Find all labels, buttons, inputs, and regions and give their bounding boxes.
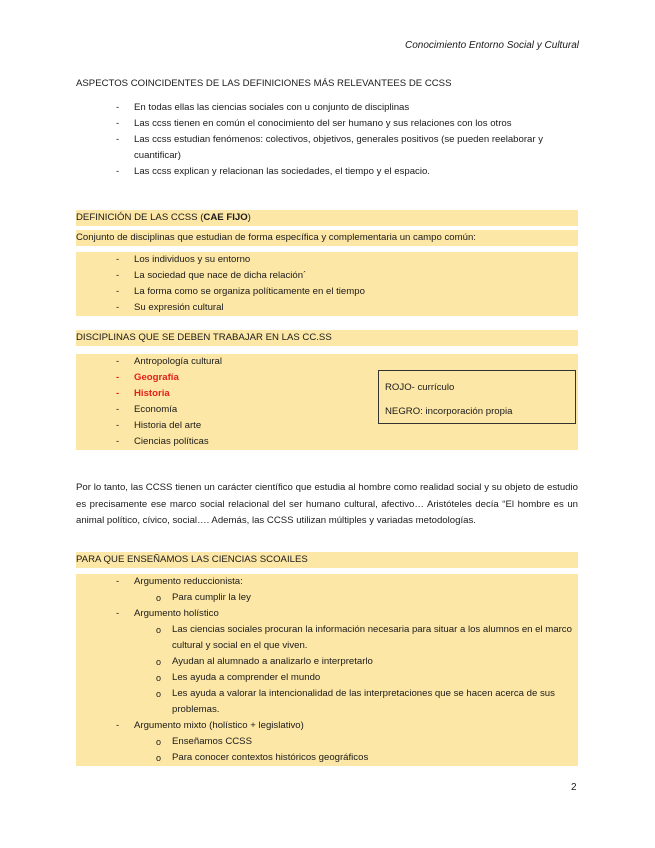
title-suffix: ) bbox=[247, 212, 251, 223]
sub-item: o Para conocer contextos históricos geográficos bbox=[76, 750, 578, 766]
list-item: - Su expresión cultural bbox=[76, 300, 578, 316]
arguments-list bbox=[76, 574, 578, 590]
list-item: - Las ccss estudian fenómenos: colectivos, objetivos, generales positivos (se pueden reelaborar y cuantificar) bbox=[76, 132, 578, 164]
title-prefix: DEFINICIÓN DE LAS CCSS ( bbox=[76, 212, 204, 223]
list-item: - Los individuos y su entorno bbox=[76, 252, 578, 268]
arguments-list bbox=[76, 718, 578, 734]
color-legend-box bbox=[378, 370, 576, 424]
argument-holistic: - Argumento holístico bbox=[76, 606, 578, 622]
page-number: 2 bbox=[571, 782, 577, 793]
legend-red: ROJO- currículo bbox=[385, 382, 455, 393]
page-header: Conocimiento Entorno Social y Cultural bbox=[405, 40, 579, 51]
argument-mixed: - Argumento mixto (holístico + legislativo) bbox=[76, 718, 578, 734]
sub-item: o Para cumplir la ley bbox=[76, 590, 578, 606]
section-title: PARA QUE ENSEÑAMOS LAS CIENCIAS SCOAILES bbox=[76, 552, 578, 568]
definition-list bbox=[76, 252, 578, 316]
arguments-list bbox=[76, 606, 578, 622]
definition-intro: Conjunto de disciplinas que estudian de forma específica y complementaria un campo común: bbox=[76, 230, 578, 246]
sub-list bbox=[76, 590, 578, 606]
list-item: - La forma como se organiza políticamente en el tiempo bbox=[76, 284, 578, 300]
legend-black: NEGRO: incorporación propia bbox=[385, 406, 513, 417]
list-item: - Geografía bbox=[76, 370, 578, 386]
list-item: - Las ccss tienen en común el conocimiento del ser humano y sus relaciones con los otros bbox=[76, 116, 578, 132]
section-title bbox=[76, 210, 578, 226]
list-item: - Historia del arte bbox=[76, 418, 578, 434]
sub-list bbox=[76, 622, 578, 718]
sub-item: o Ayudan al alumnado a analizarlo e interpretarlo bbox=[76, 654, 578, 670]
arguments-block bbox=[76, 574, 578, 766]
sub-list bbox=[76, 734, 578, 766]
section-why-teach bbox=[76, 552, 578, 766]
title-bold: CAE FIJO bbox=[203, 212, 248, 223]
sub-item: o Les ayuda a valorar la intencionalidad de las interpretaciones que se hacen acerca de sus problemas. bbox=[76, 686, 578, 718]
list-item: - Economía bbox=[76, 402, 578, 418]
list-item: - Historia bbox=[76, 386, 578, 402]
sub-item: o Enseñamos CCSS bbox=[76, 734, 578, 750]
section-coincidences bbox=[76, 76, 578, 180]
sub-item: o Las ciencias sociales procuran la información necesaria para situar a los alumnos en el marco cultural y social en el que viven. bbox=[76, 622, 578, 654]
list-item: - Antropología cultural bbox=[76, 354, 578, 370]
list-item: - En todas ellas las ciencias sociales con u conjunto de disciplinas bbox=[76, 100, 578, 116]
coincidences-list bbox=[76, 100, 578, 180]
list-item: - La sociedad que nace de dicha relación´ bbox=[76, 268, 578, 284]
sub-item: o Les ayuda a comprender el mundo bbox=[76, 670, 578, 686]
section-title: DISCIPLINAS QUE SE DEBEN TRABAJAR EN LAS CC.SS bbox=[76, 330, 578, 346]
section-title: ASPECTOS COINCIDENTES DE LAS DEFINICIONES MÁS RELEVANTEES DE CCSS bbox=[76, 78, 452, 89]
list-item: - Las ccss explican y relacionan las sociedades, el tiempo y el espacio. bbox=[76, 164, 578, 180]
section-definition bbox=[76, 210, 578, 316]
list-item: - Ciencias políticas bbox=[76, 434, 578, 450]
body-paragraph: Por lo tanto, las CCSS tienen un carácter científico que estudia al hombre como realidad social y su objeto de estudio es precisamente ese marco social relacional del ser humano cultural, afectivo… Aristóteles decía “El hombre es un animal político, cívico, social…. Además, las CCSS utilizan múltiples y variadas metodologías. bbox=[76, 482, 578, 526]
argument-reductionist: - Argumento reduccionista: bbox=[76, 574, 578, 590]
